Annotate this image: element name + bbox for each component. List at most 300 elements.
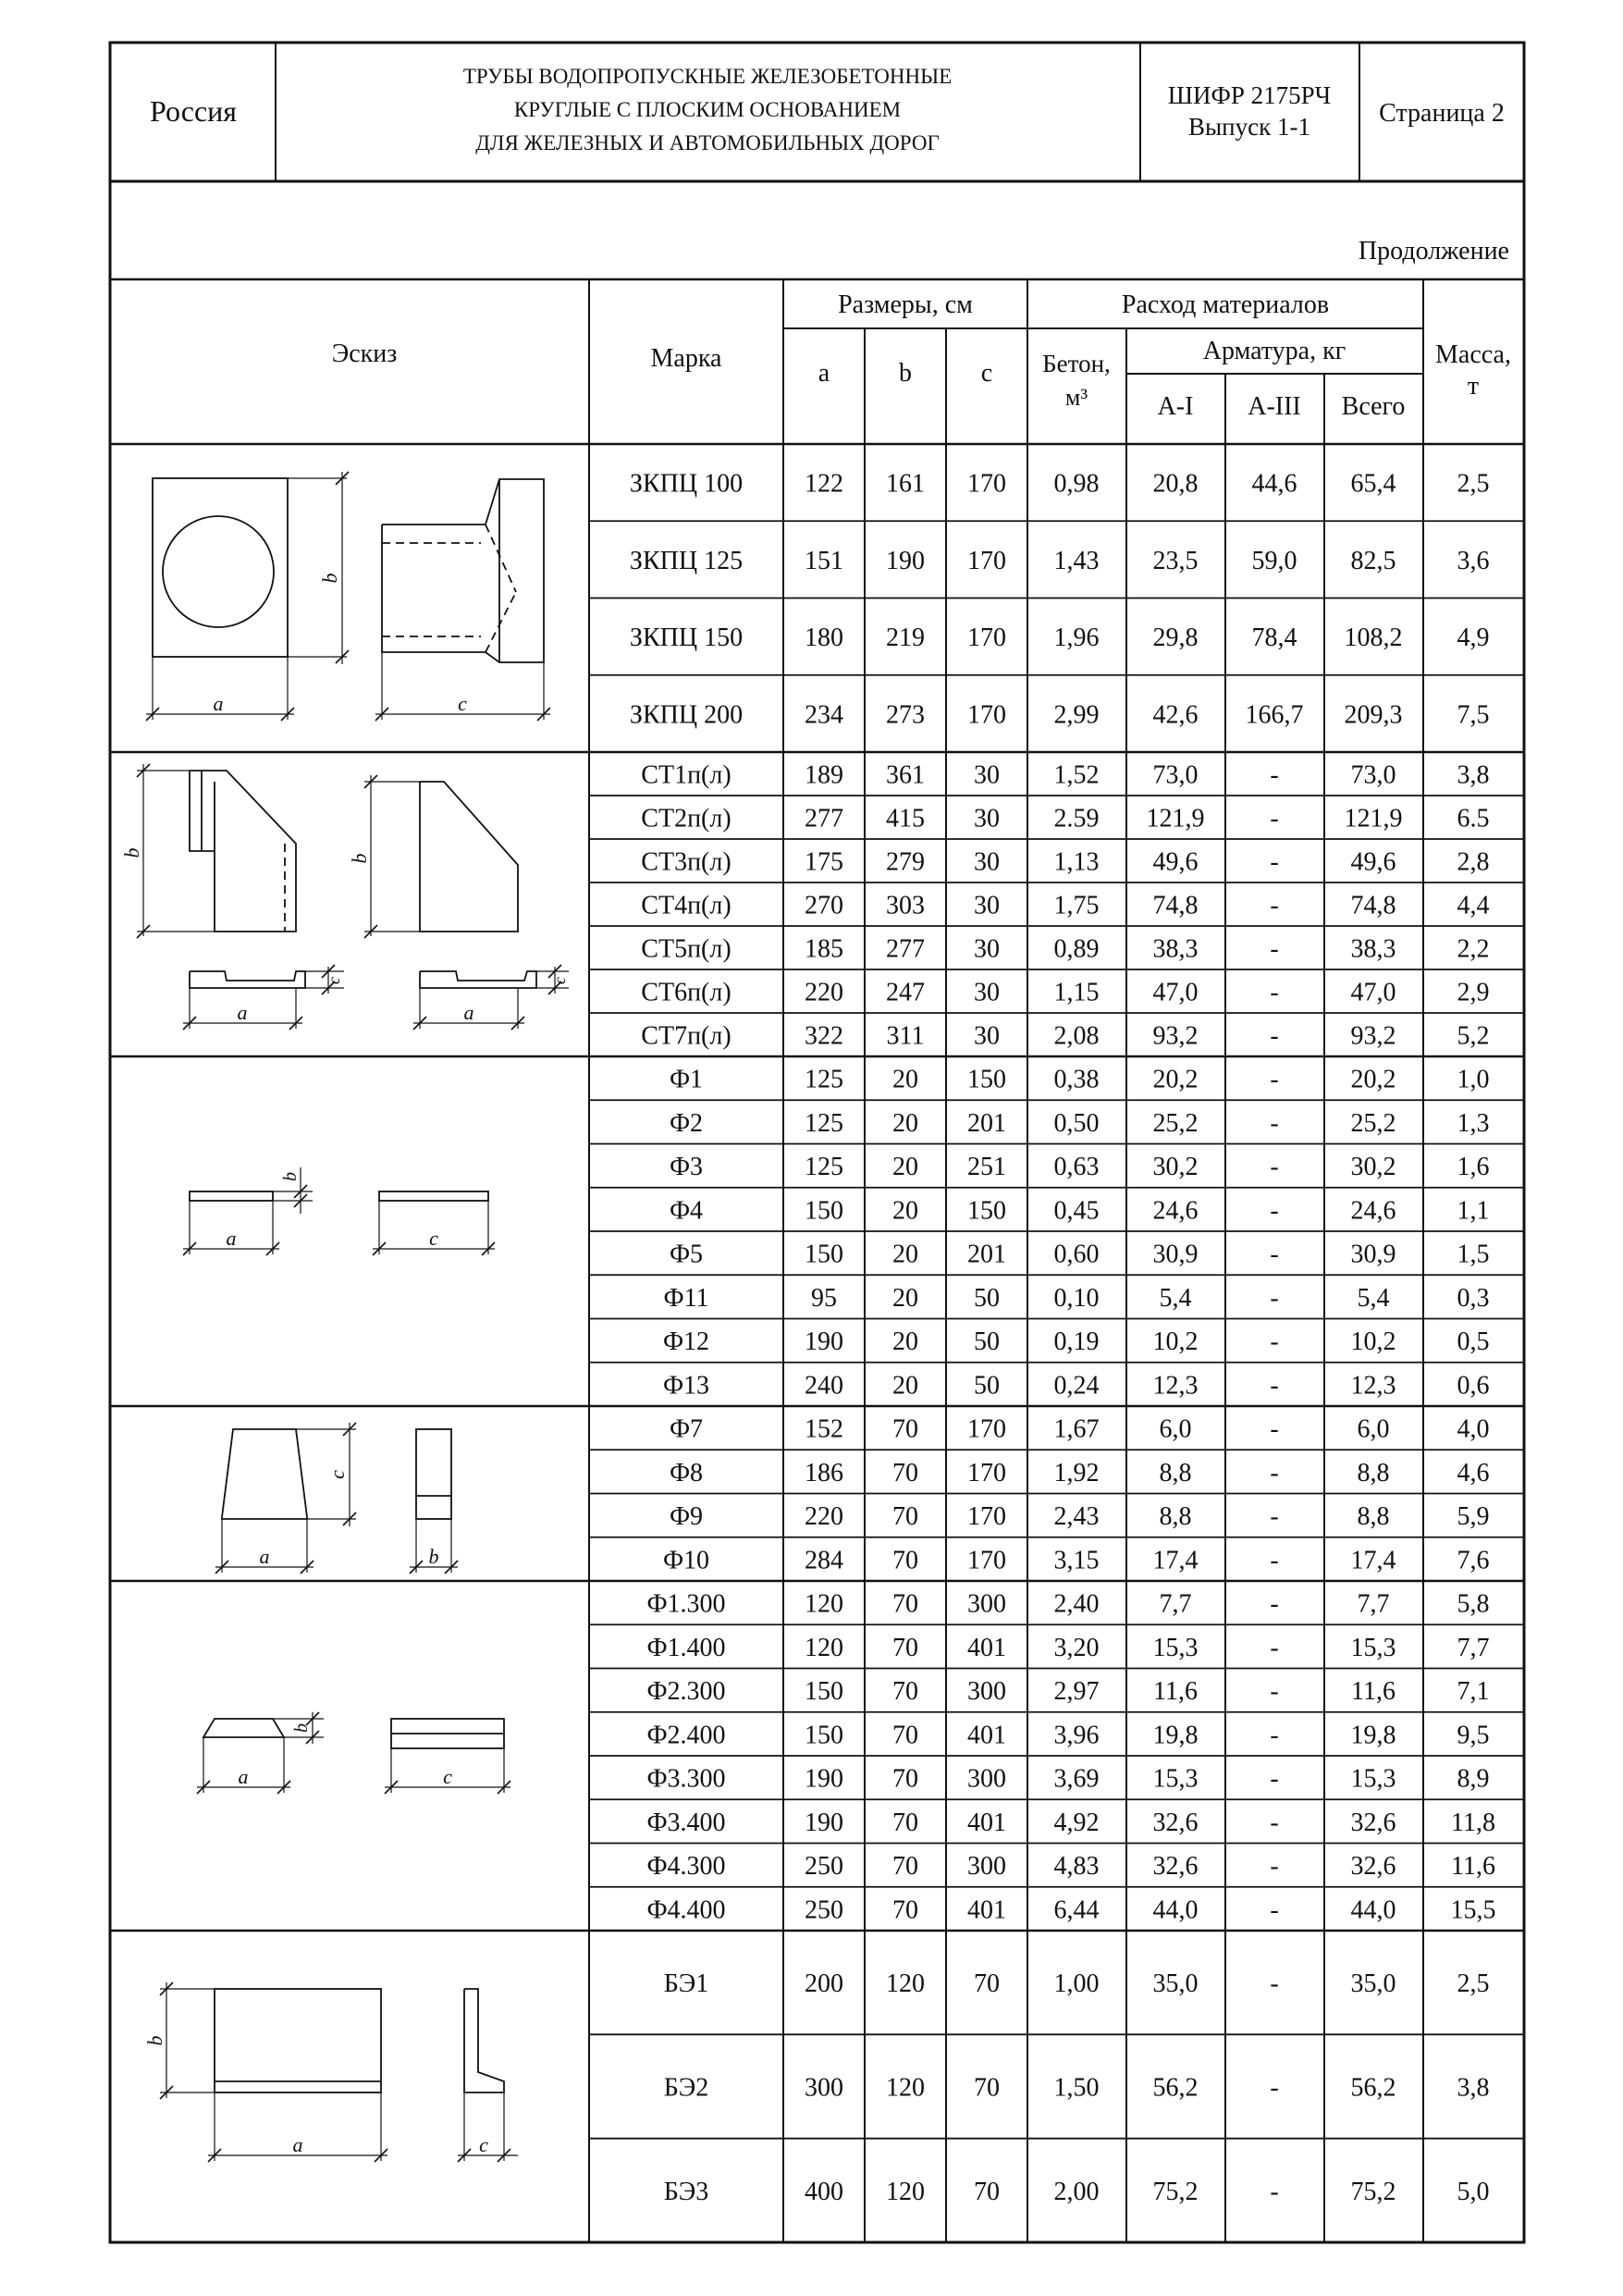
header-sketch: Эскиз	[331, 339, 398, 368]
cell-mark: БЭ3	[663, 2177, 709, 2206]
header-dim-b: b	[899, 359, 912, 388]
cell-rebar-a3: -	[1270, 760, 1279, 790]
sketch-zkpc-label-c: c	[458, 692, 467, 715]
sketch-fb-label-b: b	[291, 1723, 312, 1733]
cell-dim-c: 300	[967, 1852, 1006, 1882]
cell-rebar-total: 93,2	[1350, 1021, 1396, 1051]
cell-dim-a: 151	[805, 546, 843, 575]
cell-concrete: 3,15	[1053, 1546, 1100, 1575]
cell-rebar-a1: 32,6	[1152, 1852, 1199, 1882]
cell-rebar-a1: 11,6	[1153, 1677, 1198, 1707]
cell-rebar-total: 73,0	[1350, 760, 1396, 790]
cell-mark: Ф8	[669, 1458, 704, 1487]
cell-dim-a: 152	[805, 1414, 843, 1444]
sketch-be-label-b: b	[143, 2035, 166, 2046]
sketch-st-label-c-left: c	[325, 977, 343, 984]
cell-rebar-a3: -	[1270, 1196, 1279, 1226]
cell-rebar-a3: -	[1270, 1852, 1279, 1882]
cell-mass: 2,5	[1457, 469, 1490, 499]
cell-mark: СТ5п(л)	[641, 934, 732, 964]
header-dim-c: c	[980, 359, 993, 388]
cell-dim-c: 30	[974, 978, 1000, 1007]
sketch-be-label-a: a	[292, 2133, 303, 2156]
cell-rebar-total: 24,6	[1350, 1196, 1396, 1226]
cell-dim-c: 201	[967, 1240, 1006, 1269]
document-title-line-3: ДЛЯ ЖЕЛЕЗНЫХ И АВТОМОБИЛЬНЫХ ДОРОГ	[475, 131, 940, 154]
cell-dim-b: 20	[892, 1327, 918, 1357]
cell-mark: Ф3.400	[646, 1808, 726, 1837]
cell-dim-c: 30	[974, 804, 1000, 833]
cell-rebar-total: 75,2	[1350, 2177, 1396, 2206]
cell-dim-c: 170	[967, 546, 1006, 575]
cell-rebar-a1: 32,6	[1152, 1808, 1199, 1837]
cell-rebar-total: 47,0	[1350, 978, 1396, 1007]
data-rows	[110, 470, 1524, 2206]
cell-rebar-a3: -	[1270, 804, 1279, 833]
cell-rebar-a3: -	[1270, 1283, 1279, 1313]
cell-rebar-a1: 7,7	[1159, 1589, 1192, 1619]
cell-mass: 6.5	[1457, 804, 1490, 833]
cell-rebar-a1: 49,6	[1152, 847, 1199, 877]
cell-rebar-a1: 44,0	[1152, 1895, 1199, 1925]
cell-dim-a: 322	[805, 1021, 843, 1051]
cell-rebar-a1: 30,9	[1152, 1240, 1199, 1269]
cell-rebar-total: 10,2	[1350, 1327, 1396, 1357]
cell-mass: 0,3	[1457, 1283, 1490, 1313]
cell-rebar-total: 35,0	[1350, 1969, 1396, 1999]
cell-rebar-a1: 23,5	[1152, 546, 1199, 575]
cell-dim-a: 220	[805, 1502, 843, 1532]
cell-concrete: 1,92	[1053, 1458, 1100, 1487]
cell-rebar-total: 56,2	[1350, 2073, 1396, 2103]
cell-rebar-total: 25,2	[1350, 1108, 1396, 1138]
cell-dim-b: 70	[892, 1895, 918, 1925]
cell-dim-a: 277	[805, 804, 843, 833]
cell-mark: Ф7	[669, 1414, 704, 1444]
cell-mark: Ф13	[662, 1371, 710, 1401]
cell-dim-b: 70	[892, 1633, 918, 1662]
cell-dim-c: 170	[967, 1546, 1006, 1575]
cell-mark: СТ4п(л)	[641, 891, 732, 920]
cell-mark: БЭ2	[663, 2073, 709, 2103]
header-a3: А-III	[1248, 392, 1301, 421]
cell-rebar-a1: 24,6	[1152, 1196, 1199, 1226]
cell-dim-b: 247	[886, 978, 925, 1007]
cell-rebar-total: 19,8	[1350, 1721, 1396, 1750]
cell-rebar-a3: 78,4	[1251, 623, 1297, 653]
cell-rebar-a1: 56,2	[1152, 2073, 1199, 2103]
cell-dim-c: 70	[974, 2177, 1000, 2206]
cell-dim-b: 279	[886, 847, 925, 877]
cell-dim-a: 300	[805, 2073, 843, 2103]
cell-dim-b: 20	[892, 1371, 918, 1401]
cell-concrete: 1,67	[1053, 1414, 1100, 1444]
cell-dim-a: 175	[805, 847, 843, 877]
cell-mass: 2,9	[1457, 978, 1490, 1007]
cell-concrete: 0,19	[1053, 1327, 1100, 1357]
cell-dim-c: 50	[974, 1283, 1000, 1313]
cell-rebar-a3: -	[1270, 2177, 1279, 2206]
cell-dim-b: 70	[892, 1677, 918, 1707]
cell-rebar-a1: 20,2	[1152, 1065, 1199, 1094]
cell-mark: Ф4	[669, 1196, 704, 1226]
cell-rebar-a1: 93,2	[1152, 1021, 1199, 1051]
cell-dim-a: 240	[805, 1371, 843, 1401]
cell-mark: Ф4.300	[646, 1852, 726, 1882]
cell-rebar-a3: -	[1270, 1764, 1279, 1794]
cell-dim-a: 234	[805, 700, 843, 730]
cell-rebar-a1: 17,4	[1152, 1546, 1199, 1575]
cell-dim-a: 186	[805, 1458, 843, 1487]
cell-dim-c: 170	[967, 700, 1006, 730]
cell-dim-b: 273	[886, 700, 925, 730]
cell-rebar-a1: 29,8	[1152, 623, 1199, 653]
cell-dim-c: 50	[974, 1327, 1000, 1357]
cell-mass: 7,5	[1457, 700, 1490, 730]
cell-mark: ЗКПЦ 100	[629, 469, 744, 499]
cell-rebar-total: 74,8	[1350, 891, 1396, 920]
cell-mass: 1,6	[1457, 1153, 1490, 1182]
cell-dim-b: 70	[892, 1589, 918, 1619]
cell-rebar-a1: 121,9	[1146, 804, 1205, 833]
cell-dim-c: 70	[974, 2073, 1000, 2103]
cell-rebar-a3: -	[1270, 1589, 1279, 1619]
cell-mark: Ф1.400	[646, 1633, 726, 1662]
sketch-ft-label-b: b	[428, 1545, 439, 1568]
cell-rebar-a3: -	[1270, 1108, 1279, 1138]
cell-dim-c: 30	[974, 1021, 1000, 1051]
cell-mark: СТ3п(л)	[641, 847, 732, 877]
cell-mark: Ф5	[669, 1240, 704, 1269]
cell-dim-b: 20	[892, 1153, 918, 1182]
cell-rebar-a1: 47,0	[1152, 978, 1199, 1007]
cell-dim-a: 250	[805, 1852, 843, 1882]
cell-rebar-a3: 44,6	[1251, 469, 1297, 499]
cell-mass: 11,8	[1451, 1808, 1495, 1837]
cell-mass: 7,1	[1457, 1677, 1490, 1707]
cell-rebar-total: 15,3	[1350, 1764, 1396, 1794]
cell-dim-b: 20	[892, 1196, 918, 1226]
cell-rebar-a3: -	[1270, 1021, 1279, 1051]
cell-dim-a: 400	[805, 2177, 843, 2206]
cell-rebar-a1: 12,3	[1152, 1371, 1199, 1401]
cell-dim-a: 125	[805, 1108, 843, 1138]
cell-rebar-a1: 15,3	[1152, 1764, 1199, 1794]
cell-mass: 4,6	[1457, 1458, 1490, 1487]
cell-dim-b: 161	[886, 469, 925, 499]
cell-dim-a: 185	[805, 934, 843, 964]
cell-rebar-a3: -	[1270, 1633, 1279, 1662]
cell-dim-a: 150	[805, 1196, 843, 1226]
cell-concrete: 1,15	[1053, 978, 1100, 1007]
cell-mass: 0,5	[1457, 1327, 1490, 1357]
cell-concrete: 1,00	[1053, 1969, 1100, 1999]
cell-dim-a: 150	[805, 1240, 843, 1269]
header-concrete-1: Бетон,	[1042, 350, 1111, 377]
cell-concrete: 1,75	[1053, 891, 1100, 920]
cell-rebar-a1: 8,8	[1159, 1502, 1192, 1532]
cell-rebar-a3: -	[1270, 1327, 1279, 1357]
cell-rebar-a3: -	[1270, 978, 1279, 1007]
code-label: ШИФР 2175РЧ	[1167, 81, 1332, 109]
cell-dim-b: 120	[886, 2177, 925, 2206]
cell-rebar-total: 30,9	[1350, 1240, 1396, 1269]
cell-rebar-a3: 59,0	[1251, 546, 1297, 575]
cell-mass: 5,2	[1457, 1021, 1490, 1051]
cell-concrete: 0,24	[1053, 1371, 1100, 1401]
cell-mass: 3,8	[1457, 2073, 1490, 2103]
cell-dim-b: 70	[892, 1458, 918, 1487]
cell-dim-b: 361	[886, 760, 925, 790]
cell-rebar-a3: -	[1270, 1240, 1279, 1269]
cell-dim-b: 70	[892, 1546, 918, 1575]
cell-dim-c: 150	[967, 1196, 1006, 1226]
cell-mass: 4,9	[1457, 623, 1490, 653]
cell-rebar-total: 17,4	[1350, 1546, 1396, 1575]
cell-rebar-a3: -	[1270, 1546, 1279, 1575]
cell-rebar-a1: 5,4	[1159, 1283, 1192, 1313]
header-mark: Марка	[650, 344, 722, 373]
sketch-zkpc-label-a: a	[213, 692, 224, 715]
cell-dim-b: 277	[886, 934, 925, 964]
cell-mark: Ф4.400	[646, 1895, 726, 1925]
cell-mark: СТ1п(л)	[641, 760, 732, 790]
cell-concrete: 2,97	[1053, 1677, 1100, 1707]
cell-dim-b: 20	[892, 1240, 918, 1269]
cell-dim-b: 20	[892, 1065, 918, 1094]
cell-rebar-a1: 38,3	[1152, 934, 1199, 964]
cell-mark: Ф10	[662, 1546, 710, 1575]
cell-rebar-total: 5,4	[1357, 1283, 1390, 1313]
cell-rebar-total: 8,8	[1357, 1458, 1390, 1487]
cell-rebar-a3: -	[1270, 1371, 1279, 1401]
cell-rebar-a1: 10,2	[1152, 1327, 1199, 1357]
cell-concrete: 2,00	[1053, 2177, 1100, 2206]
cell-rebar-a1: 75,2	[1152, 2177, 1199, 2206]
cell-rebar-a3: -	[1270, 1065, 1279, 1094]
cell-concrete: 2.59	[1053, 804, 1100, 833]
cell-dim-b: 303	[886, 891, 925, 920]
cell-rebar-a3: -	[1270, 1414, 1279, 1444]
cell-concrete: 3,20	[1053, 1633, 1100, 1662]
cell-dim-c: 170	[967, 1502, 1006, 1532]
cell-dim-b: 70	[892, 1414, 918, 1444]
cell-dim-b: 311	[886, 1021, 925, 1051]
cell-dim-a: 270	[805, 891, 843, 920]
cell-dim-c: 70	[974, 1969, 1000, 1999]
cell-dim-a: 189	[805, 760, 843, 790]
cell-concrete: 3,96	[1053, 1721, 1100, 1750]
cell-concrete: 0,38	[1053, 1065, 1100, 1094]
continuation-label: Продолжение	[1358, 237, 1509, 265]
cell-concrete: 0,45	[1053, 1196, 1100, 1226]
cell-dim-a: 120	[805, 1589, 843, 1619]
cell-dim-b: 70	[892, 1764, 918, 1794]
cell-dim-b: 70	[892, 1808, 918, 1837]
cell-mass: 7,6	[1457, 1546, 1490, 1575]
cell-rebar-total: 11,6	[1351, 1677, 1396, 1707]
cell-rebar-a3: -	[1270, 934, 1279, 964]
cell-mass: 2,5	[1457, 1969, 1490, 1999]
header-mass-2: т	[1467, 372, 1480, 401]
cell-rebar-a1: 42,6	[1152, 700, 1199, 730]
cell-dim-b: 70	[892, 1721, 918, 1750]
cell-dim-c: 170	[967, 1458, 1006, 1487]
cell-dim-c: 401	[967, 1721, 1006, 1750]
cell-dim-a: 190	[805, 1327, 843, 1357]
cell-rebar-a1: 35,0	[1152, 1969, 1199, 1999]
cell-dim-c: 50	[974, 1371, 1000, 1401]
cell-dim-b: 70	[892, 1502, 918, 1532]
cell-mark: Ф3	[669, 1153, 704, 1182]
sketch-fb-label-a: a	[238, 1765, 249, 1788]
cell-dim-a: 125	[805, 1153, 843, 1182]
cell-mark: Ф2.400	[646, 1721, 726, 1750]
cell-rebar-total: 32,6	[1350, 1852, 1396, 1882]
cell-dim-b: 120	[886, 1969, 925, 1999]
cell-mark: Ф1.300	[646, 1589, 726, 1619]
cell-rebar-total: 121,9	[1344, 804, 1403, 833]
sketch-f-label-b: b	[280, 1172, 301, 1181]
document-title-line-1: ТРУБЫ ВОДОПРОПУСКНЫЕ ЖЕЛЕЗОБЕТОННЫЕ	[462, 65, 953, 88]
header-dimensions: Размеры, см	[838, 290, 973, 319]
cell-mark: Ф9	[669, 1502, 704, 1532]
header-dim-a: a	[818, 359, 830, 388]
cell-dim-c: 251	[967, 1153, 1006, 1182]
cell-dim-b: 219	[886, 623, 925, 653]
sketch-st	[137, 764, 569, 1030]
cell-concrete: 4,92	[1053, 1808, 1100, 1837]
cell-concrete: 1,50	[1053, 2073, 1100, 2103]
cell-mass: 4,4	[1457, 891, 1490, 920]
header-mass-1: Масса,	[1435, 340, 1511, 369]
cell-concrete: 2,99	[1053, 700, 1100, 730]
cell-mark: ЗКПЦ 125	[629, 546, 744, 575]
cell-rebar-total: 209,3	[1344, 700, 1403, 730]
cell-mass: 15,5	[1450, 1895, 1496, 1925]
cell-rebar-total: 15,3	[1350, 1633, 1396, 1662]
cell-rebar-total: 65,4	[1350, 469, 1396, 499]
cell-dim-c: 170	[967, 623, 1006, 653]
cell-mark: Ф3.300	[646, 1764, 726, 1794]
sketch-st-label-a-right: a	[463, 1001, 474, 1024]
cell-concrete: 2,40	[1053, 1589, 1100, 1619]
cell-rebar-a1: 15,3	[1152, 1633, 1199, 1662]
cell-dim-a: 190	[805, 1764, 843, 1794]
cell-rebar-a3: -	[1270, 1808, 1279, 1837]
cell-dim-a: 200	[805, 1969, 843, 1999]
cell-rebar-a1: 30,2	[1152, 1153, 1199, 1182]
cell-mass: 3,8	[1457, 760, 1490, 790]
cell-dim-c: 30	[974, 847, 1000, 877]
cell-dim-c: 170	[967, 1414, 1006, 1444]
cell-concrete: 3,69	[1053, 1764, 1100, 1794]
cell-dim-c: 150	[967, 1065, 1006, 1094]
page-number-label: Страница 2	[1379, 99, 1505, 128]
cell-mass: 2,2	[1457, 934, 1490, 964]
cell-concrete: 2,43	[1053, 1502, 1100, 1532]
cell-mass: 11,6	[1451, 1852, 1495, 1882]
cell-rebar-total: 108,2	[1344, 623, 1403, 653]
cell-dim-b: 415	[886, 804, 925, 833]
cell-dim-c: 201	[967, 1108, 1006, 1138]
header-concrete-2: м³	[1064, 384, 1088, 411]
cell-mark: СТ2п(л)	[641, 804, 732, 833]
cell-dim-c: 300	[967, 1589, 1006, 1619]
cell-rebar-a3: -	[1270, 1895, 1279, 1925]
cell-rebar-a1: 8,8	[1159, 1458, 1192, 1487]
cell-mark: Ф2.300	[646, 1677, 726, 1707]
cell-mass: 7,7	[1457, 1633, 1490, 1662]
cell-concrete: 1,13	[1053, 847, 1100, 877]
cell-rebar-total: 8,8	[1357, 1502, 1390, 1532]
cell-rebar-a1: 19,8	[1152, 1721, 1199, 1750]
cell-rebar-a1: 74,8	[1152, 891, 1199, 920]
cell-rebar-total: 20,2	[1350, 1065, 1396, 1094]
cell-rebar-total: 44,0	[1350, 1895, 1396, 1925]
sketch-f-label-c: c	[429, 1227, 438, 1250]
cell-rebar-total: 49,6	[1350, 847, 1396, 877]
cell-dim-c: 30	[974, 760, 1000, 790]
cell-dim-c: 401	[967, 1895, 1006, 1925]
cell-rebar-a1: 20,8	[1152, 469, 1199, 499]
cell-dim-b: 20	[892, 1108, 918, 1138]
cell-mark: Ф1	[669, 1065, 704, 1094]
cell-dim-b: 120	[886, 2073, 925, 2103]
cell-mark: Ф12	[662, 1327, 710, 1357]
cell-dim-a: 95	[811, 1283, 837, 1313]
country-label: Россия	[149, 94, 238, 128]
cell-dim-c: 401	[967, 1808, 1006, 1837]
cell-rebar-a3: -	[1270, 1153, 1279, 1182]
header-rebar: Арматура, кг	[1202, 337, 1346, 365]
cell-concrete: 2,08	[1053, 1021, 1100, 1051]
cell-concrete: 4,83	[1053, 1852, 1100, 1882]
cell-concrete: 0,98	[1053, 469, 1100, 499]
sketch-zkpc-label-b: b	[318, 573, 341, 584]
cell-mass: 5,9	[1457, 1502, 1490, 1532]
cell-concrete: 1,43	[1053, 546, 1100, 575]
cell-dim-c: 30	[974, 934, 1000, 964]
cell-rebar-a1: 25,2	[1152, 1108, 1199, 1138]
document-title-line-2: КРУГЛЫЕ С ПЛОСКИМ ОСНОВАНИЕМ	[513, 98, 902, 121]
cell-mass: 1,0	[1457, 1065, 1490, 1094]
cell-rebar-a3: -	[1270, 891, 1279, 920]
cell-dim-a: 220	[805, 978, 843, 1007]
sketch-fb-label-c: c	[443, 1765, 452, 1788]
cell-rebar-a3: -	[1270, 2073, 1279, 2103]
sketch-f-label-a: a	[226, 1227, 237, 1250]
cell-mass: 1,1	[1457, 1196, 1490, 1226]
sketch-be	[160, 1982, 518, 2162]
cell-mass: 4,0	[1457, 1414, 1490, 1444]
cell-mark: Ф11	[663, 1283, 709, 1313]
cell-dim-c: 170	[967, 469, 1006, 499]
sketch-st-label-a-left: a	[237, 1001, 248, 1024]
cell-concrete: 0,89	[1053, 934, 1100, 964]
cell-rebar-a3: -	[1270, 847, 1279, 877]
sketch-f-trapezoid	[215, 1423, 458, 1574]
cell-mass: 2,8	[1457, 847, 1490, 877]
issue-label: Выпуск 1-1	[1188, 113, 1310, 141]
cell-rebar-a3: 166,7	[1245, 700, 1304, 730]
cell-concrete: 0,50	[1053, 1108, 1100, 1138]
cell-rebar-a3: -	[1270, 1677, 1279, 1707]
cell-rebar-total: 30,2	[1350, 1153, 1396, 1182]
sketch-zkpc	[146, 472, 550, 721]
cell-mass: 0,6	[1457, 1371, 1490, 1401]
cell-mass: 1,3	[1457, 1108, 1490, 1138]
